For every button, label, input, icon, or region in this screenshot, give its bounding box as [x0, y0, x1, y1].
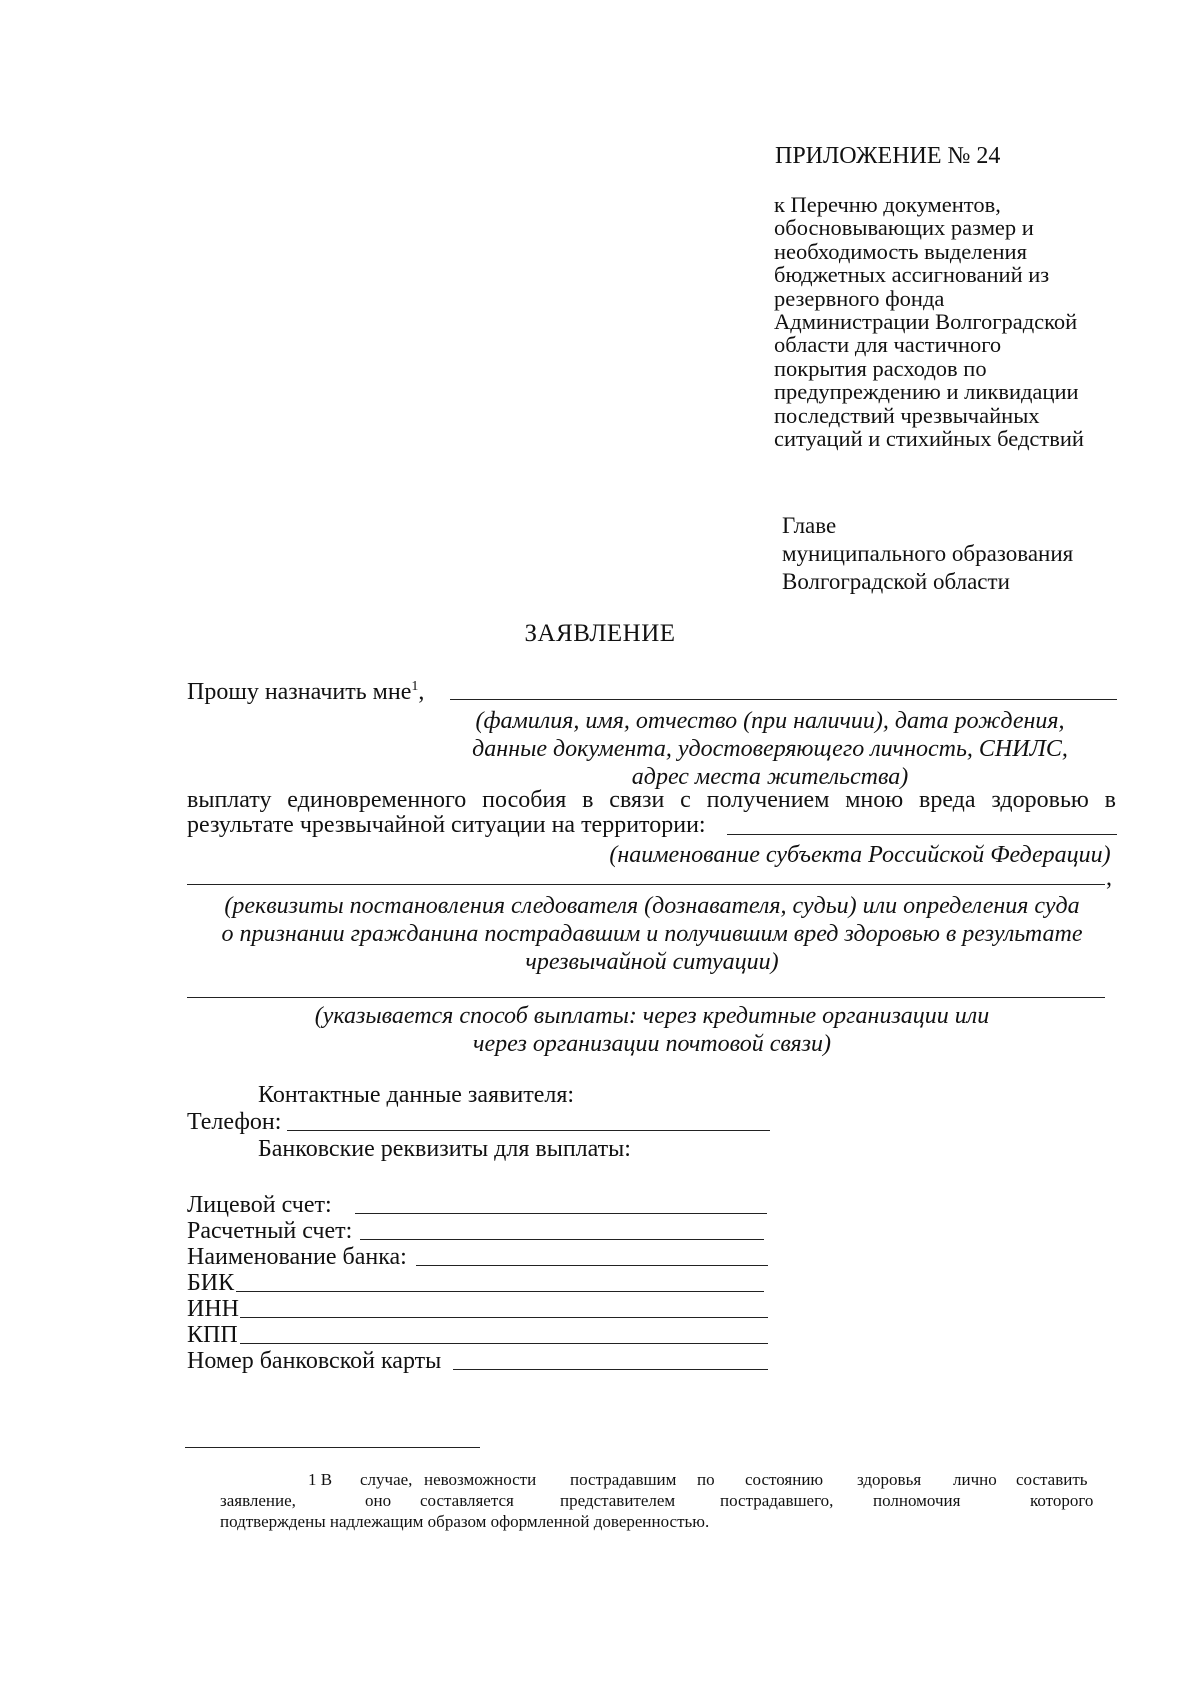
footnote-word: здоровья — [857, 1470, 922, 1489]
appendix-line: к Перечню документов, — [774, 192, 1001, 217]
applicant-data-field[interactable] — [450, 699, 1117, 700]
footnote-word: составляется — [420, 1491, 514, 1510]
kpp-field[interactable] — [240, 1343, 768, 1344]
decree-comma: , — [1106, 865, 1112, 891]
appendix-line: бюджетных ассигнований из — [774, 262, 1050, 288]
bik-label: БИК — [187, 1270, 235, 1296]
appendix-line: последствий чрезвычайных — [774, 402, 1040, 428]
card-number-field[interactable] — [453, 1369, 768, 1370]
bank-name-field[interactable] — [416, 1265, 768, 1266]
addressee-line: Главе — [782, 513, 837, 538]
contacts-heading: Контактные данные заявителя: — [258, 1082, 575, 1108]
bik-field[interactable] — [236, 1291, 764, 1292]
footnote-word: представителем — [560, 1491, 676, 1510]
phone-label: Телефон: — [187, 1109, 282, 1135]
inn-field[interactable] — [240, 1317, 768, 1318]
appendix-line: обосновывающих размер и — [774, 215, 1034, 241]
request-body-line: результате чрезвычайной ситуации на территории: — [187, 812, 706, 838]
payment-method-field[interactable] — [187, 997, 1105, 998]
appendix-line: предупреждению и ликвидации — [774, 379, 1079, 405]
appendix-line: Администрации Волгоградской — [774, 309, 1078, 335]
payment-hint-line: (указывается способ выплаты: через кредитные организации или — [314, 1003, 990, 1029]
settlement-account-field[interactable] — [360, 1239, 764, 1240]
request-prefix — [187, 680, 424, 704]
footnote-word: лично — [953, 1470, 997, 1489]
territory-field[interactable] — [727, 834, 1117, 835]
request-body-line: выплату единовременного пособия в связи с получением мною вреда здоровью в — [187, 787, 1116, 813]
appendix-line: ситуаций и стихийных бедствий — [774, 426, 1084, 452]
footnote-word: по — [697, 1470, 715, 1489]
decree-hint-line: о признании гражданина пострадавшим и получившим вред здоровью в результате — [221, 921, 1083, 947]
payment-hint-line: через организации почтовой связи) — [473, 1031, 831, 1057]
footnote-word: полномочия — [873, 1491, 961, 1510]
bank-heading: Банковские реквизиты для выплаты: — [258, 1136, 631, 1162]
inn-label: ИНН — [187, 1296, 239, 1322]
footnote-line: подтверждены надлежащим образом оформленной доверенностью. — [220, 1512, 710, 1531]
footnote-word: оно — [365, 1491, 392, 1510]
request-prefix-text: Прошу назначить мне — [187, 679, 412, 705]
footnote-mark: 1 — [411, 679, 419, 694]
footnote-word: состоянию — [745, 1470, 824, 1489]
footnote-separator — [185, 1447, 480, 1448]
decree-hint-line: (реквизиты постановления следователя (дознавателя, судьи) или определения суда — [224, 893, 1080, 919]
appendix-line: покрытия расходов по — [774, 355, 987, 381]
decree-field[interactable] — [187, 884, 1105, 885]
appendix-line: необходимость выделения — [774, 238, 1027, 264]
card-number-label: Номер банковской карты — [187, 1348, 442, 1374]
addressee-line: Волгоградской области — [782, 569, 1010, 594]
decree-hint-line: чрезвычайной ситуации) — [525, 949, 779, 975]
kpp-label: КПП — [187, 1322, 238, 1348]
settlement-account-label: Расчетный счет: — [187, 1218, 353, 1244]
addressee-line: муниципального образования — [782, 541, 1074, 566]
appendix-title: ПРИЛОЖЕНИЕ № 24 — [775, 143, 1001, 169]
applicant-hint-line: (фамилия, имя, отчество (при наличии), дата рождения, — [475, 708, 1065, 734]
personal-account-field[interactable] — [355, 1213, 767, 1214]
footnote-word: составить — [1016, 1470, 1088, 1489]
appendix-line: резервного фонда — [774, 285, 945, 311]
footnote-word: случае, — [360, 1470, 413, 1489]
footnote-word: заявление, — [220, 1491, 296, 1510]
personal-account-label: Лицевой счет: — [187, 1192, 332, 1218]
footnote-word: невозможности — [424, 1470, 537, 1489]
footnote-word: пострадавшего, — [720, 1491, 834, 1510]
document-title: ЗАЯВЛЕНИЕ — [524, 620, 676, 647]
footnote-word: 1 В — [308, 1470, 333, 1489]
footnote-word: которого — [1030, 1491, 1094, 1510]
footnote-word: пострадавшим — [570, 1470, 677, 1489]
bank-name-label: Наименование банка: — [187, 1244, 407, 1270]
addressee-block — [782, 512, 1112, 596]
appendix-description — [774, 193, 1134, 450]
request-comma: , — [418, 679, 425, 705]
applicant-hint-line: адрес места жительства) — [631, 764, 909, 790]
applicant-hint-line: данные документа, удостоверяющего личность, СНИЛС, — [472, 736, 1068, 762]
territory-hint: (наименование субъекта Российской Федерации) — [609, 842, 1111, 868]
appendix-line: области для частичного — [774, 332, 1002, 358]
phone-field[interactable] — [287, 1130, 770, 1131]
